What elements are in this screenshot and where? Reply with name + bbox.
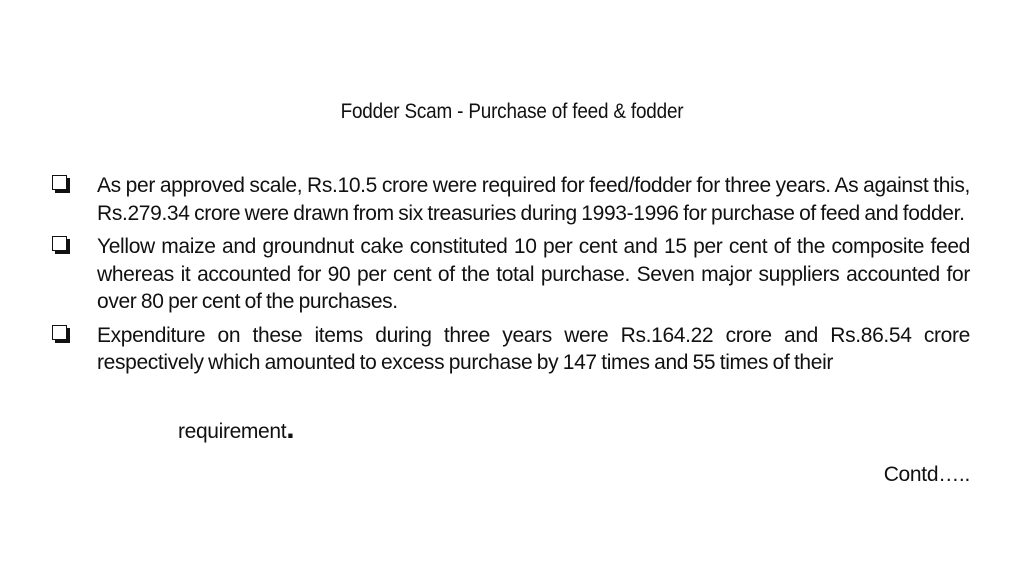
continued-label: Contd….. [883, 463, 970, 486]
bullet-text: Yellow maize and groundnut cake constituted 10 per cent and 15 per cent of the composite feed whereas it accounted for 90 per cent of the total purchase. Seven major suppliers accounted for over 80 per cent of the purchases. [97, 235, 970, 313]
list-item [48, 322, 970, 377]
bullet-text: As per approved scale, Rs.10.5 crore were required for feed/fodder for three years. As against this, Rs.279.34 crore were drawn from six treasuries during 1993-1996 for purchase of feed and fodder. [97, 174, 970, 225]
checkbox-bullet-icon [52, 175, 67, 190]
continuation-line [178, 412, 295, 445]
continuation-period: . [286, 412, 295, 445]
bullet-text: Expenditure on these items during three years were Rs.164.22 crore and Rs.86.54 crore respectively which amounted to excess purchase by 147 times and 55 times of their [97, 323, 970, 374]
slide-title: Fodder Scam - Purchase of feed & fodder [340, 100, 684, 123]
list-item [48, 233, 970, 316]
continuation-word: requirement [178, 420, 287, 443]
list-item [48, 172, 970, 227]
checkbox-bullet-icon [52, 236, 67, 251]
bullet-list [48, 172, 970, 383]
checkbox-bullet-icon [52, 325, 67, 340]
